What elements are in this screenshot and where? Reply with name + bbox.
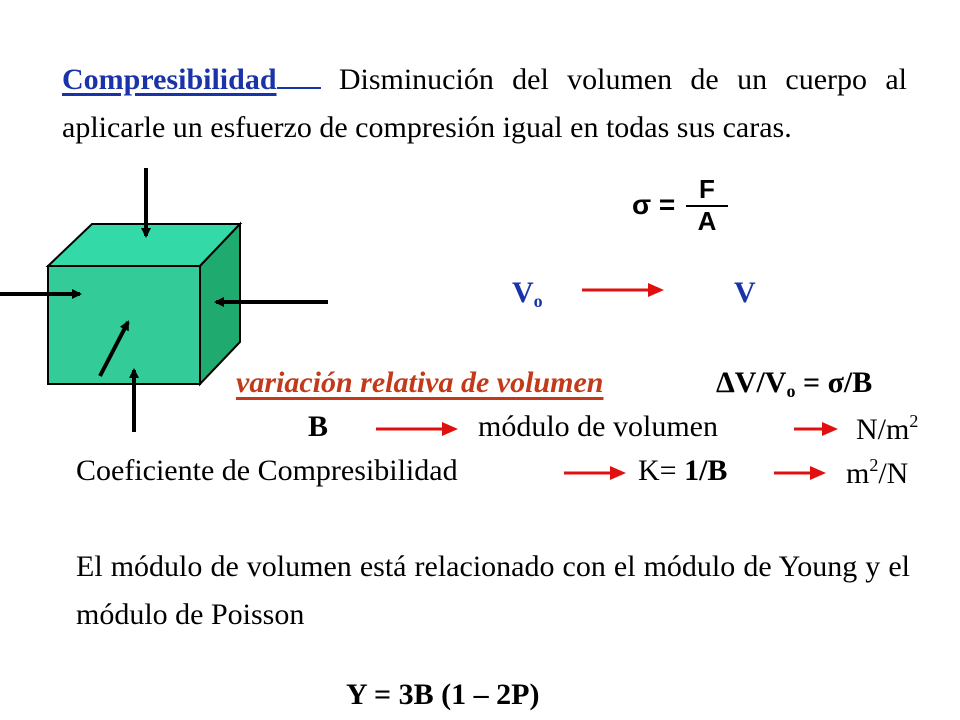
stress-lhs: σ =	[632, 189, 676, 220]
relation-paragraph: El módulo de volumen está relacionado con el módulo de Young y el módulo de Poisson	[76, 550, 910, 631]
initial-volume: $V_o$	[512, 276, 543, 311]
term-definition: Disminución del volumen de un cuerpo al aplicarle un esfuerzo de compresión igual en todas sus caras.	[62, 63, 908, 144]
stress-numerator: F	[699, 174, 715, 204]
term-title: Compresibilidad	[62, 63, 277, 96]
relative-variation-formula: $\Delta V/V_o = \sigma/B$	[716, 366, 873, 401]
compressibility-formula: K= 1/B	[638, 454, 728, 487]
arrow-k	[562, 462, 632, 484]
cube-front-face	[48, 266, 200, 384]
relative-variation-label: variación relativa de volumen	[236, 366, 604, 399]
compressibility-label: Coeficiente de Compresibilidad	[76, 454, 458, 487]
final-volume: V	[734, 276, 756, 309]
modulus-description: módulo de volumen	[478, 410, 718, 443]
modulus-unit: $N/m^2$	[856, 411, 919, 446]
modulus-symbol: B	[308, 410, 329, 443]
stress-denominator: A	[697, 206, 717, 236]
arrow-b-desc	[372, 418, 462, 440]
final-equation: Y = 3B (1 – 2P)	[346, 678, 540, 711]
arrow-vo-v	[578, 280, 668, 300]
compressibility-unit: $m^2/N$	[846, 455, 909, 490]
arrow-b-unit	[792, 418, 842, 440]
arrow-k-unit	[772, 462, 832, 484]
